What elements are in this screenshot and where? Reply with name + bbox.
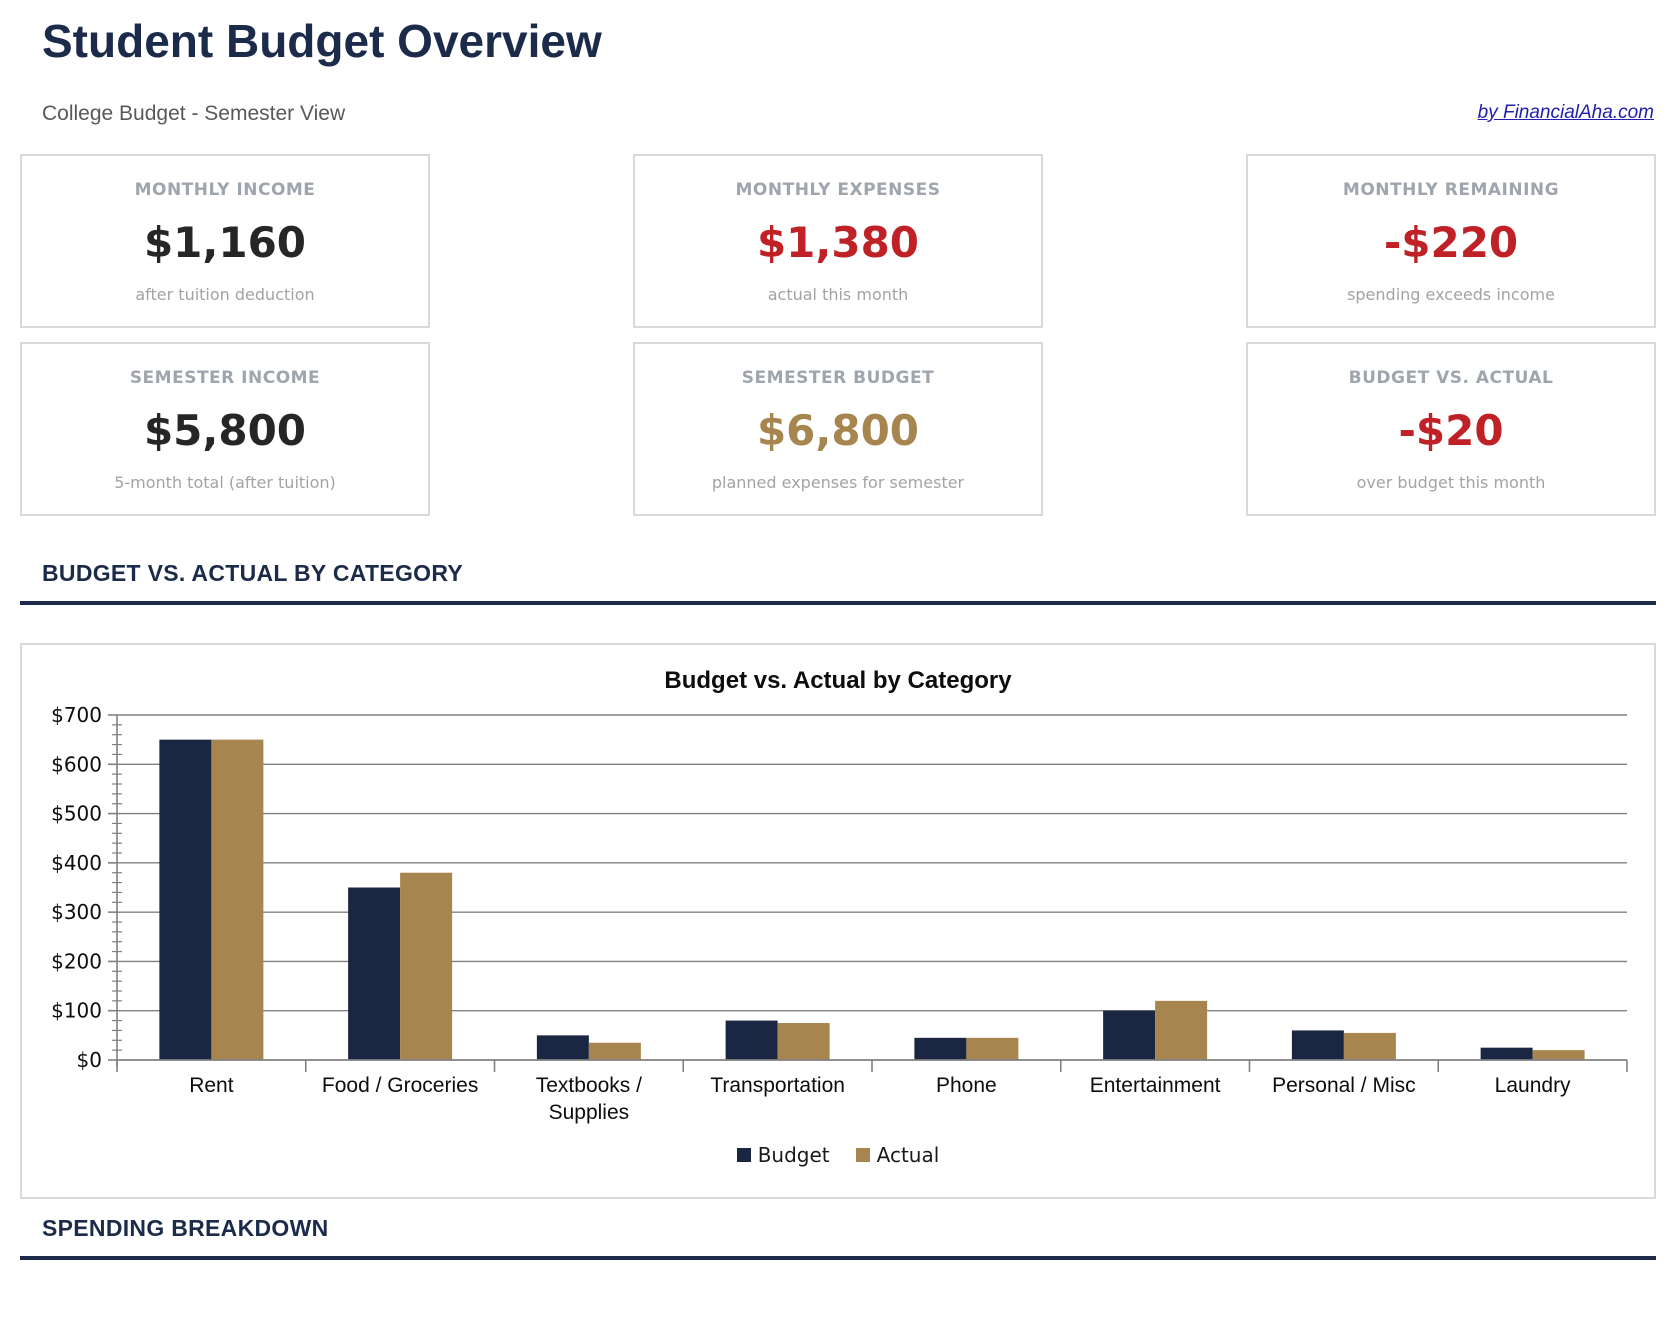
stat-card-label: MONTHLY INCOME [134,180,316,200]
svg-text:$500: $500 [51,801,102,826]
stat-card-semester-budget [633,342,1043,516]
legend-item-actual [856,1143,940,1167]
stat-card-caption: spending exceeds income [1347,285,1555,304]
page-title: Student Budget Overview [42,15,602,67]
stat-card-label: SEMESTER BUDGET [741,368,935,388]
svg-text:$600: $600 [51,752,102,777]
stat-card-budget-vs-actual [1246,342,1656,516]
stat-card-caption: after tuition deduction [135,285,315,304]
chart-card [20,643,1656,1199]
svg-text:Rent: Rent [189,1074,234,1097]
stat-card-monthly-income [20,154,430,328]
svg-text:Phone: Phone [936,1074,997,1097]
section-divider [20,601,1656,605]
page-subtitle: College Budget - Semester View [42,102,346,125]
stat-card-label: SEMESTER INCOME [129,368,321,388]
credit-link[interactable]: by FinancialAha.com [1477,102,1654,123]
stat-card-value: -$220 [1383,217,1519,267]
svg-text:$700: $700 [51,703,102,727]
legend-label: Budget [757,1143,830,1167]
budget-chart [22,703,1655,1137]
section-header-spending-breakdown: SPENDING BREAKDOWN [42,1215,329,1241]
stat-card-semester-income [20,342,430,516]
svg-text:Textbooks /: Textbooks / [535,1074,642,1097]
legend-swatch-budget [737,1148,751,1162]
svg-text:Entertainment: Entertainment [1089,1074,1221,1097]
legend-swatch-actual [856,1148,870,1162]
stat-card-value: -$20 [1398,405,1504,455]
subtitle-row [42,102,1656,130]
svg-text:Laundry: Laundry [1494,1074,1571,1097]
section-divider [20,1256,1656,1260]
stat-card-caption: actual this month [767,285,909,304]
legend-label: Actual [876,1143,940,1167]
svg-text:$0: $0 [76,1048,102,1072]
chart-title: Budget vs. Actual by Category [664,667,1012,694]
stat-card-caption: over budget this month [1356,473,1546,492]
svg-text:$300: $300 [51,900,102,925]
stat-card-label: BUDGET VS. ACTUAL [1348,368,1554,388]
budget-dashboard-page [0,14,1676,1260]
svg-text:$400: $400 [51,850,102,875]
stat-card-value: $5,800 [143,405,307,455]
section-header-budget-vs-actual: BUDGET VS. ACTUAL BY CATEGORY [42,560,464,586]
stat-card-value: $6,800 [756,405,920,455]
stat-cards-grid [20,154,1656,516]
chart-area [22,703,1655,1141]
stat-card-caption: planned expenses for semester [711,473,965,492]
stat-card-monthly-expenses [633,154,1043,328]
chart-legend [22,1143,1654,1167]
stat-card-monthly-remaining [1246,154,1656,328]
stat-card-value: $1,160 [143,217,307,267]
stat-card-label: MONTHLY EXPENSES [735,180,941,200]
legend-item-budget [737,1143,830,1167]
svg-text:Personal / Misc: Personal / Misc [1272,1074,1416,1097]
svg-text:Supplies: Supplies [548,1101,630,1124]
svg-text:Transportation: Transportation [710,1074,845,1097]
svg-text:$100: $100 [51,998,102,1023]
svg-text:Food / Groceries: Food / Groceries [321,1074,479,1097]
stat-card-caption: 5-month total (after tuition) [114,473,336,492]
svg-text:$200: $200 [51,949,102,974]
stat-card-value: $1,380 [756,217,920,267]
stat-card-label: MONTHLY REMAINING [1342,180,1560,200]
